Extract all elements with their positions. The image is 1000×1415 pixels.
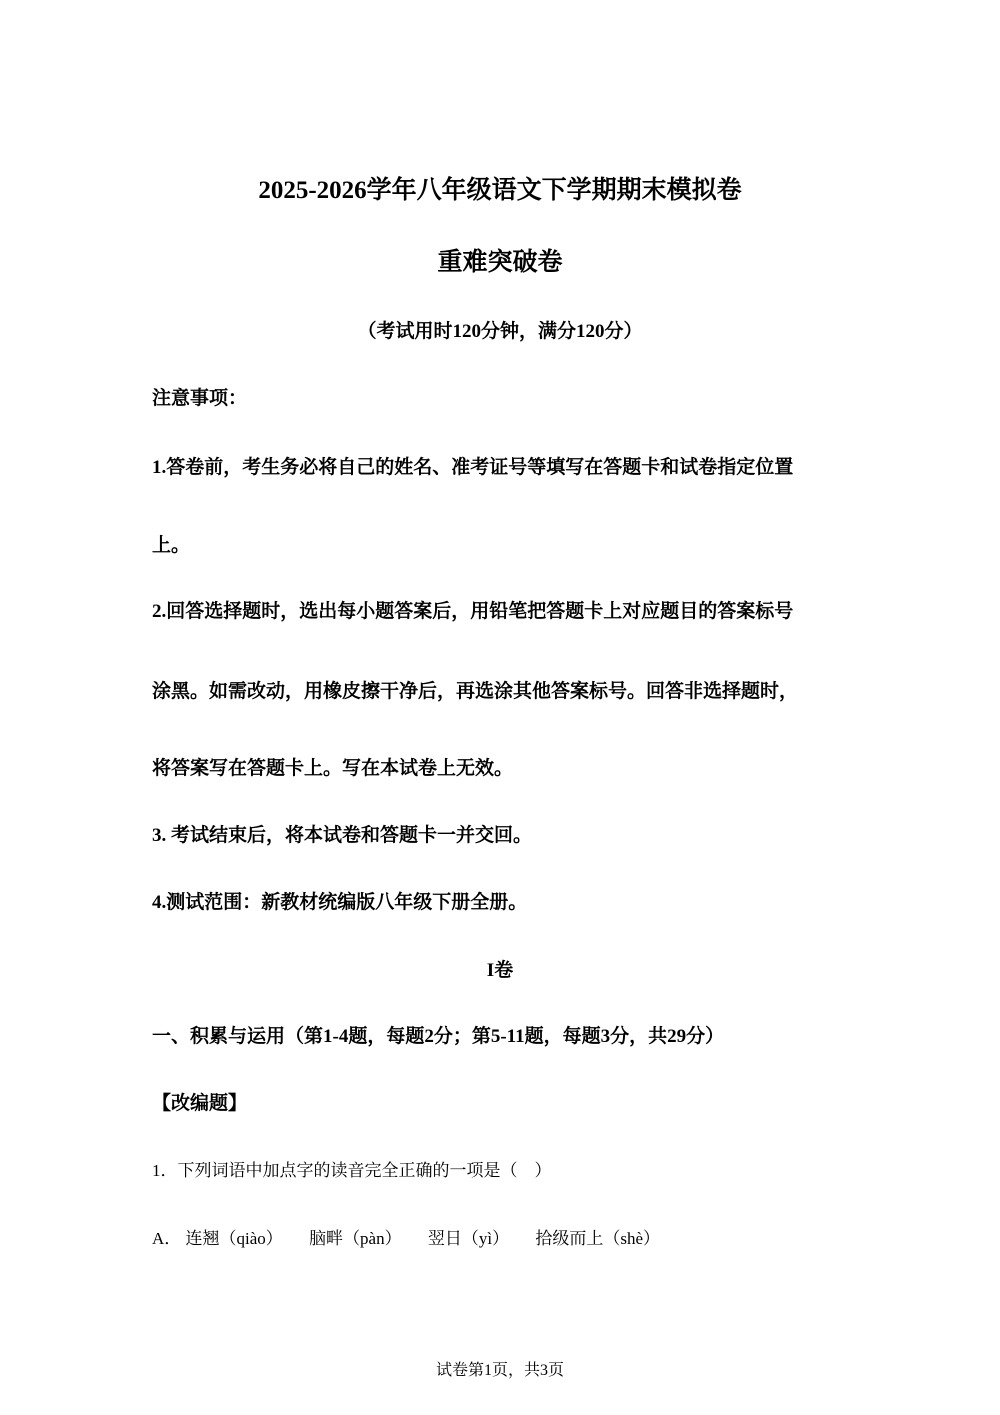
adapted-question-tag: 【改编题】 xyxy=(152,1093,248,1114)
option-a-item-2 xyxy=(309,1224,402,1249)
notice-4: 4.测试范围：新教材统编版八年级下册全册。 xyxy=(152,892,528,913)
option-a-pinyin: （pàn） xyxy=(343,1229,402,1248)
option-a-word: 连翘 xyxy=(185,1229,220,1248)
notice-heading: 注意事项： xyxy=(152,388,248,409)
option-a-item-1 xyxy=(186,1224,283,1249)
option-a-item-3 xyxy=(428,1224,509,1249)
notice-2-line-1: 2.回答选择题时，选出每小题答案后，用铅笔把答题卡上对应题目的答案标号 xyxy=(152,601,794,622)
option-a-item-4 xyxy=(535,1224,660,1249)
exam-title: 2025-2026学年八年级语文下学期期末模拟卷 xyxy=(258,177,742,204)
option-a-word: 拾级而上 xyxy=(535,1229,604,1248)
option-a-word: 翌日 xyxy=(427,1229,462,1248)
notice-1-line-2: 上。 xyxy=(152,535,191,556)
option-a-word: 脑畔 xyxy=(309,1229,344,1248)
notice-1-line-1: 1.答卷前，考生务必将自己的姓名、准考证号等填写在答题卡和试卷指定位置 xyxy=(152,457,794,478)
question-1-stem: 1．下列词语中加点字的读音完全正确的一项是（ ） xyxy=(152,1161,552,1180)
notice-2-line-3: 将答案写在答题卡上。写在本试卷上无效。 xyxy=(152,758,514,779)
volume-label: I卷 xyxy=(486,960,514,981)
exam-subtitle: 重难突破卷 xyxy=(437,249,563,276)
option-a-pinyin: （shè） xyxy=(603,1229,661,1248)
exam-duration-note: （考试用时120分钟，满分120分） xyxy=(357,321,643,342)
notice-3: 3. 考试结束后，将本试卷和答题卡一并交回。 xyxy=(152,825,533,846)
option-a-letter: A． xyxy=(152,1229,182,1248)
question-1-option-a xyxy=(152,1224,682,1249)
notice-2-line-2: 涂黑。如需改动，用橡皮擦干净后，再选涂其他答案标号。回答非选择题时， xyxy=(152,681,799,702)
page-footer: 试卷第1页，共3页 xyxy=(435,1362,564,1379)
section-1-heading: 一、积累与运用（第1-4题，每题2分；第5-11题，每题3分，共29分） xyxy=(152,1026,725,1047)
option-a-pinyin: （qiào） xyxy=(219,1229,283,1248)
option-a-pinyin: （yì） xyxy=(461,1229,510,1248)
